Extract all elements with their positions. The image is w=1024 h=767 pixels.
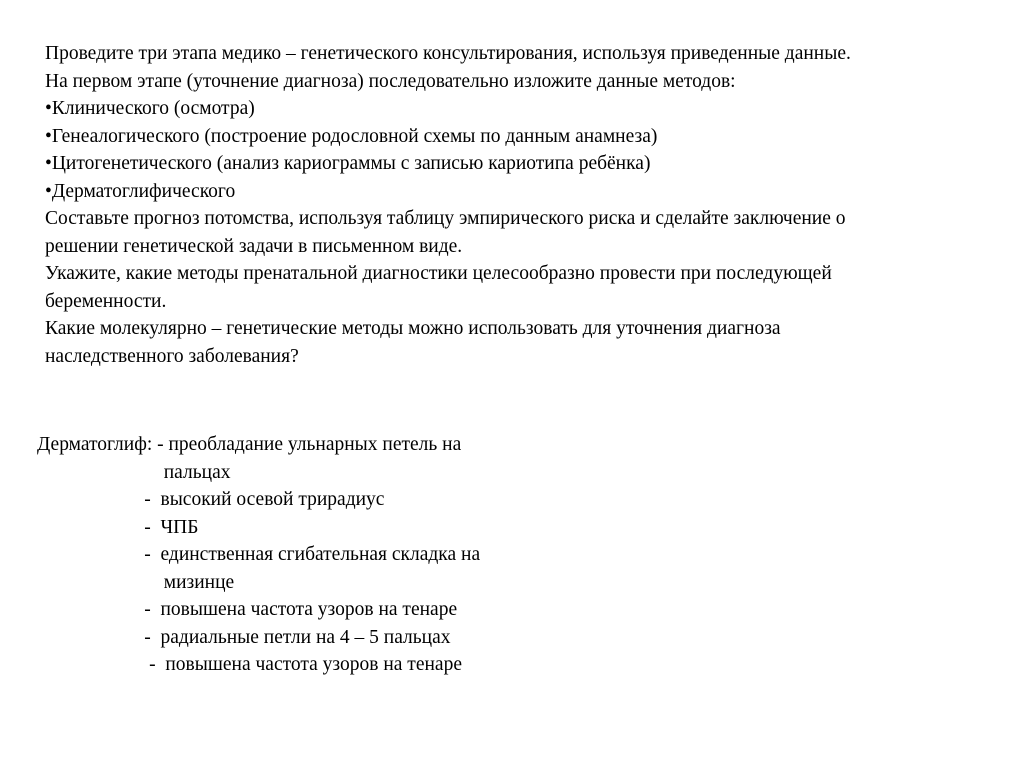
dermatoglyph-line: - ЧПБ	[37, 516, 199, 538]
task-line: Какие молекулярно – генетические методы можно использовать для уточнения диагноза	[45, 318, 781, 339]
dermatoglyph-line: - высокий осевой трирадиус	[37, 489, 385, 510]
task-line: На первом этапе (уточнение диагноза) последовательно изложите данные методов:	[45, 70, 736, 92]
task-line: решении генетической задачи в письменном виде.	[45, 235, 463, 257]
dermatoglyph-line: - повышена частота узоров на тенаре	[37, 599, 458, 620]
dermatoglyph-line: - радиальные петли на 4 – 5 пальцах	[37, 626, 451, 648]
task-line: •Цитогенетического (анализ кариограммы с записью кариотипа ребёнка)	[45, 153, 651, 174]
dermatoglyph-line: пальцах	[37, 461, 231, 483]
dermatoglyph-line: мизинце	[37, 571, 235, 593]
task-line: •Генеалогического (построение родословной схемы по данным анамнеза)	[45, 125, 658, 147]
dermatoglyph-line: - повышена частота узоров на тенаре	[37, 654, 462, 675]
task-line: Укажите, какие методы пренатальной диагностики целесообразно провести при последующей	[45, 263, 832, 284]
task-line: Составьте прогноз потомства, используя таблицу эмпирического риска и сделайте заключение о	[45, 208, 846, 229]
task-line: •Дерматоглифического	[45, 180, 236, 202]
dermatoglyph-findings	[37, 431, 637, 679]
task-line: •Клинического (осмотра)	[45, 98, 255, 119]
task-line: наследственного заболевания?	[45, 345, 299, 367]
task-line: беременности.	[45, 290, 167, 312]
dermatoglyph-line: Дерматоглиф: - преобладание ульнарных петель на	[37, 434, 462, 455]
task-instructions	[45, 40, 985, 370]
task-line: Проведите три этапа медико – генетического консультирования, используя приведенные данные.	[45, 43, 851, 64]
dermatoglyph-line: - единственная сгибательная складка на	[37, 544, 481, 565]
